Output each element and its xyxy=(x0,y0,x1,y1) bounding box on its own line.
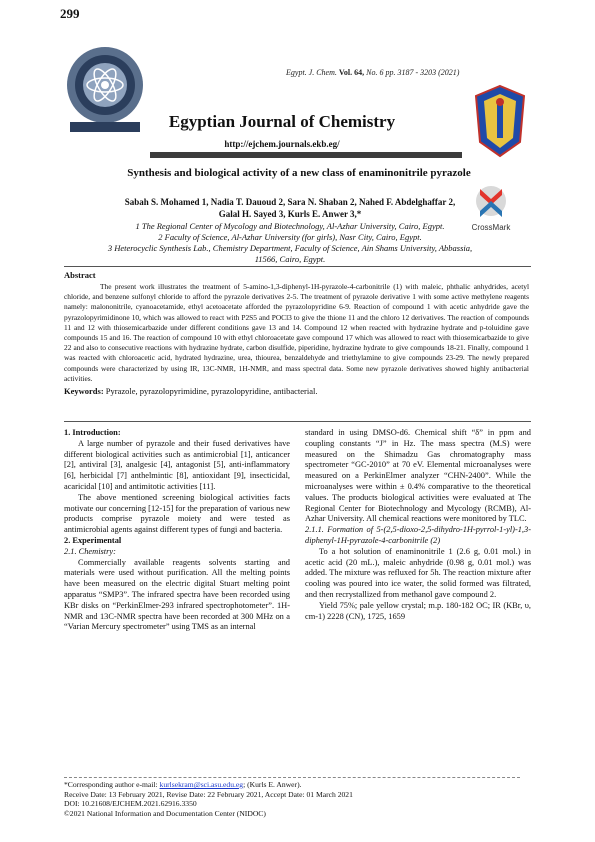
footnote-block xyxy=(64,780,524,818)
paper-title: Synthesis and biological activity of a new class of enaminonitrile pyrazole xyxy=(127,167,471,179)
abstract-section xyxy=(64,270,529,396)
intro-paragraph-1: A large number of pyrazole and their fused derivatives have different biological activities such as antimicrobial [1], anticancer [2], antiviral [3], analgesic [4], antagonist [5], anti-inflammatory [6], herbicidal [7] anthelmintic [8], antioxidant [9], insecticidal, acaricidal [10] and antimitotic activities [11]. xyxy=(64,438,290,491)
abstract-bottom-rule xyxy=(64,421,531,422)
chemistry-paragraph: Commercially available reagents solvents starting and materials were used without purification. All the melting points have been measured on the electric digital Stuart melting point apparatus “SMP3”. The infrared spectra have been recorded using KBr disks on “PerkinElmer-293 infrared spectrophotometer”. 1H-NMR and 13C-NMR spectra have been recorded at 300 MHz on a “Varian Mercury spectrometer” using TMS as an internal xyxy=(64,557,290,632)
yield-paragraph: Yield 75%; pale yellow crystal; m.p. 180-182 OC; IR (KBr, υ, cm-1) 2228 (CN), 1725, 1659 xyxy=(305,600,531,621)
authors-line-2: Galal H. Sayed 3, Kurls E. Anwer 3,* xyxy=(218,209,362,219)
corresponding-author-line xyxy=(64,780,524,790)
section-heading-experimental: 2. Experimental xyxy=(64,535,122,545)
subsection-heading-chemistry: 2.1. Chemistry: xyxy=(64,546,116,556)
copyright-notice: ©2021 National Information and Documentation Center (NIDOC) xyxy=(64,808,266,818)
section-heading-introduction: 1. Introduction: xyxy=(64,428,121,437)
corresponding-prefix: *Corresponding author e-mail: xyxy=(64,780,158,789)
abstract-text: The present work illustrates the treatment of 5-amino-1,3-diphenyl-1H-pyrazole-4-carbonitrile (1) with maleic, phthalic anhydrides, acetyl chloride, and benzene sulfonyl chloride to afford the pyrazole derivatives 2-5. The treatment of pyrazole derivative 1 with some active methylene reagents namely: malononitrile, cyanoacetamide, ethyl acetoacetate afforded the pyrazolopyridine 6-9. Reaction of compound 1 with acetic anhydride gave the pyrazolopyrimidinone 10, which was allowed to react with P2S5 and POCl3 to give the thione 11 and the chloro 12 derivatives. The reaction of compounds 11 and 12 with thiosemicarbazide under different conditions gave 13 and 14. Compound 12 when reacted with hydrazine hydrate and p-toluidine gave compounds 15 and 16. The reaction of compound 10 with ethyl chloroacetate gave compound 17 which was allowed to react with thiosemicarbazide to give 22 and also to consecutive reactions with hydrazine hydrate, carbon disulfide, piperidine, hydrazine hydrate to give compounds 18-21. Finally, compound 1 was reacted with chloroacetic acid, hydrated hydrazine, urea, thiourea, benzaldehyde and triethylamine to give compounds 23-29. The newly prepared compounds were characterized by using IR, 13C-NMR, 1H-NMR, and mass spectral data. Some new pyrazole derivatives showed highly antibacterial activities. xyxy=(64,282,529,383)
subsection-heading-2-1-1: 2.1.1. Formation of 5-(2,5-dioxo-2,5-dihydro-1H-pyrrol-1-yl)-1,3-diphenyl-1H-pyrazole-4-carbonitrile (2) xyxy=(305,525,531,545)
abstract-top-rule xyxy=(64,266,531,267)
affiliation-3-cont: 11566, Cairo, Egypt. xyxy=(254,254,326,264)
citation-journal: Egypt. J. Chem. xyxy=(286,68,337,77)
body-column-left xyxy=(64,428,290,633)
keywords-text: Pyrazole, pyrazolopyrimidine, pyrazolopyridine, antibacterial. xyxy=(105,386,318,397)
affiliation-3: 3 Heterocyclic Synthesis Lab., Chemistry Department, Faculty of Science, Ain Shams University, Abbassia, xyxy=(107,243,473,253)
author-email-link[interactable]: kurlsekram@sci.asu.edu.eg xyxy=(159,780,244,789)
header-divider xyxy=(150,152,462,158)
chemistry-paragraph-cont: standard in using DMSO-d6. Chemical shift “δ” in ppm and coupling constants “J” in Hz. The mass spectra (M.S) were measured on the Shimadzu Gas chromatography mass spectrometer “GC-2010” at 70 eV. Elemental microanalyses were measured on a PerkinElmer analyzer “CHN-2400”. While the microanalyses were within ± 0.4% comparative to the theoretical values. The products biological activities were evaluated at The Regional Center for Biotechnology and Mycology (RCMB), Al- Azhar University. All chemical reactions were monitored by TLC. xyxy=(305,428,531,524)
intro-paragraph-2: The above mentioned screening biological activities facts motivate our concerning [12-15] for the preparation of various new products comprise pyrazole moiety and were tested as antimicrobial agents against different types of fungi and bacteria. xyxy=(64,492,290,535)
egyptian-journal-emblem xyxy=(470,82,530,160)
crossmark-label: CrossMark xyxy=(471,223,511,232)
page-number: 299 xyxy=(60,6,80,21)
egyptian-chemical-society-logo xyxy=(60,30,150,145)
citation-rest: No. 6 pp. 3187 - 3203 (2021) xyxy=(366,68,460,77)
authors-line-1: Sabah S. Mohamed 1, Nadia T. Dauoud 2, Sara N. Shaban 2, Nahed F. Abdelghaffar 2, xyxy=(124,197,456,207)
body-column-right xyxy=(305,428,531,622)
journal-url[interactable]: http://ejchem.journals.ekb.eg/ xyxy=(224,139,340,149)
citation-volume: Vol. 64, xyxy=(338,68,365,77)
abstract-label: Abstract xyxy=(64,270,96,280)
footnote-divider xyxy=(64,777,520,778)
keywords-label: Keywords: xyxy=(64,386,104,397)
keywords-line xyxy=(64,386,529,396)
crossmark-icon[interactable] xyxy=(462,181,520,233)
affiliation-1: 1 The Regional Center of Mycology and Biotechnology, Al-Azhar University, Cairo, Egypt. xyxy=(135,221,445,231)
journal-citation xyxy=(286,68,459,77)
procedure-paragraph: To a hot solution of enaminonitrile 1 (2.6 g, 0.01 mol.) in acetic acid (20 mL.), maleic anhydride (0.98 g, 0.01 mol.) was added. The mixture was refluxed for 5h. The reaction mixture after cooling was poured into ice water, the solid formed was filtrated, and then recrystallized from methanol gave compound 2. xyxy=(305,546,531,599)
author-list xyxy=(80,196,500,220)
affiliation-2: 2 Faculty of Science, Al-Azhar University (for girls), Nasr City, Cairo, Egypt. xyxy=(158,232,422,242)
article-dates: Receive Date: 13 February 2021, Revise Date: 22 February 2021, Accept Date: 01 March 2021 xyxy=(64,789,353,799)
article-doi[interactable]: DOI: 10.21608/EJCHEM.2021.62916.3350 xyxy=(64,799,197,809)
corresponding-suffix: ; (Kurls E. Anwer). xyxy=(243,780,302,789)
journal-title: Egyptian Journal of Chemistry xyxy=(168,112,396,131)
